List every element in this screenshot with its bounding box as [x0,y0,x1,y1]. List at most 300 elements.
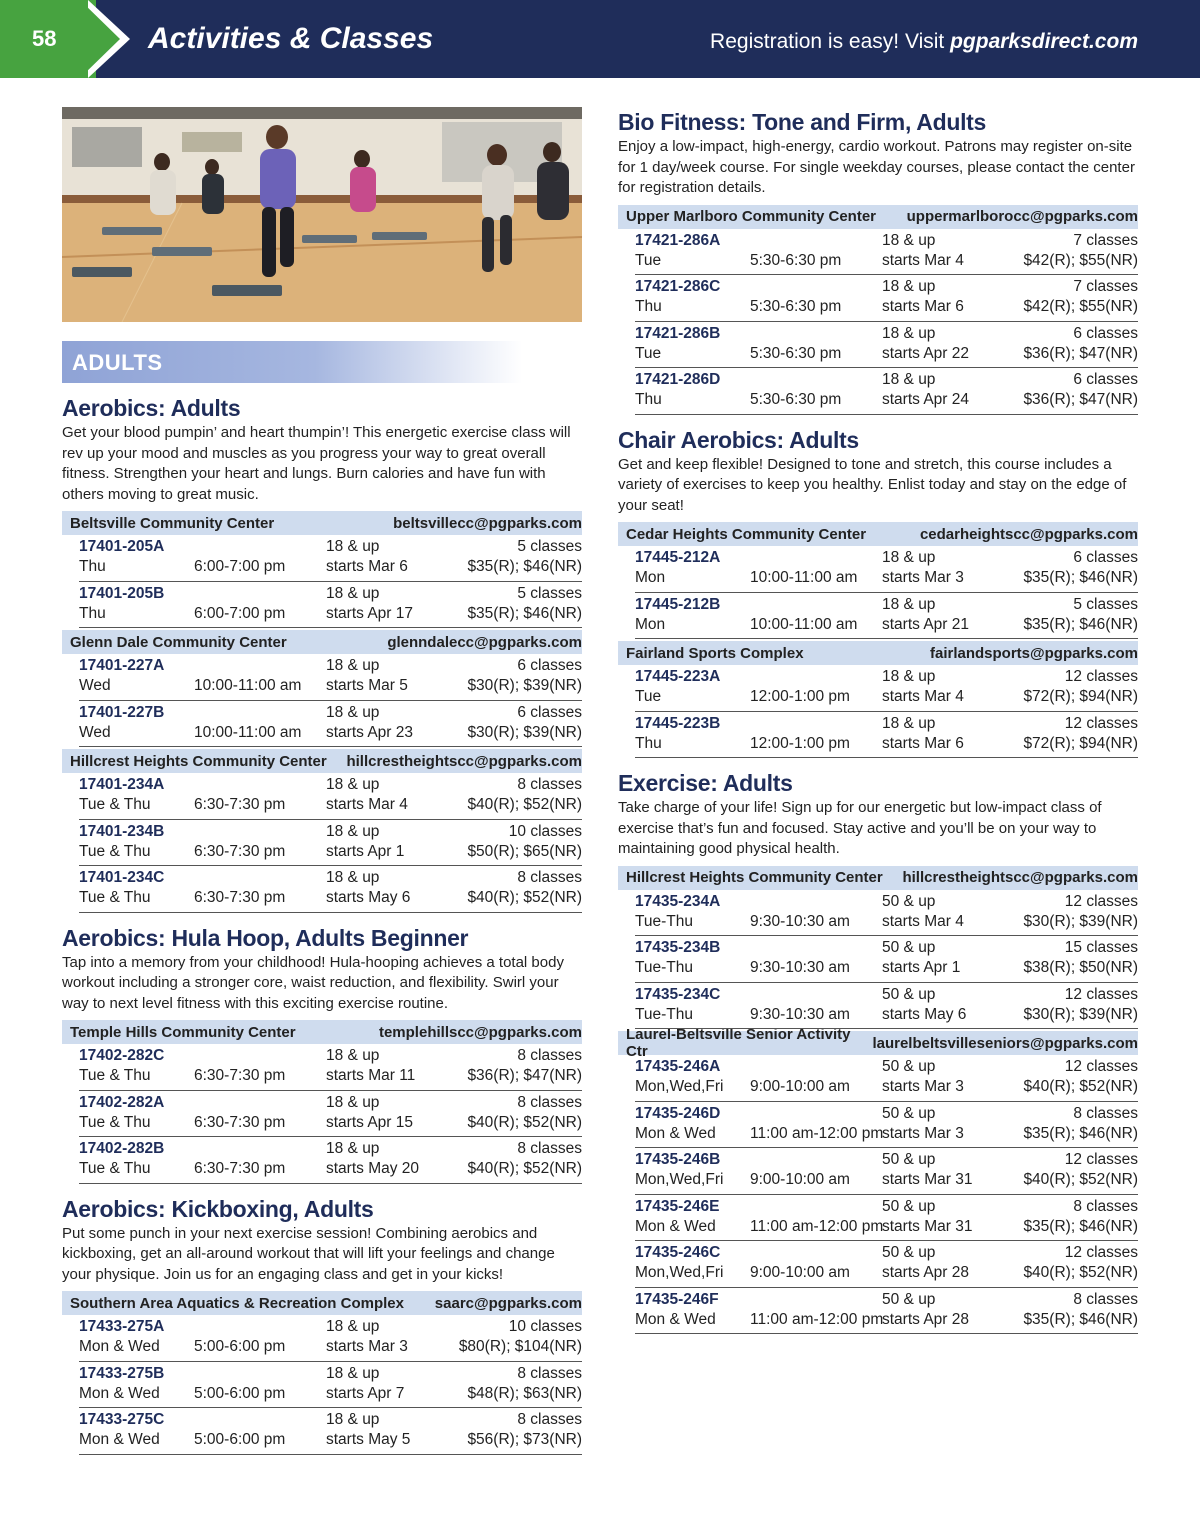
session-age-start [882,892,964,932]
session-classes: 6 classes [1073,371,1138,388]
session-days: Tue [635,688,662,705]
session-code-day [79,775,189,815]
location-email-link[interactable]: glenndalecc@pgparks.com [387,633,582,651]
session-code: 17401-205A [79,538,165,555]
session-code-day [635,1290,745,1330]
session-fee: $35(R); $46(NR) [1023,1124,1138,1142]
session-start: starts Mar 3 [882,1078,964,1095]
session-age-start [882,1057,964,1097]
course-description: Tap into a memory from your childhood! Hula-hooping achieves a total body workout including a stronger core, waist reduction, and flexibility. Swirl your way to next level fitness with this exciting exercise routine. [62,953,564,1012]
session-time: 12:00-1:00 pm [750,688,850,705]
session-days: Tue-Thu [635,959,694,976]
session-code-day [635,1243,745,1283]
location-header [62,1291,582,1315]
session-age-start [882,667,964,707]
session-days: Wed [79,677,111,694]
session-classes-fee [1023,231,1138,271]
section-title: Activities & Classes [148,22,434,55]
session-start: starts Apr 28 [882,1264,970,1281]
session-code-day [79,822,189,862]
session-code: 17433-275B [79,1364,165,1382]
chevron-tab [80,0,120,78]
location-header [62,630,582,654]
session-time: 9:00-10:00 am [750,1171,850,1188]
session-classes-fee [467,1093,582,1133]
session-classes-fee [467,656,582,696]
location-email-link[interactable]: fairlandsports@pgparks.com [929,644,1138,662]
session-age: 50 & up [882,892,936,910]
session-age-start [882,1243,969,1283]
session-age-start [882,985,966,1025]
session-age-start [326,822,404,862]
session-fee: $30(R); $39(NR) [1023,1005,1138,1023]
session-classes-fee [1023,667,1138,707]
session-start: starts Mar 31 [882,1171,973,1188]
session-days: Mon,Wed,Fri [635,1171,724,1188]
session-classes: 6 classes [1073,549,1138,566]
session-age: 18 & up [326,584,380,602]
session-row [635,1148,1138,1195]
session-row [635,712,1138,759]
session-code: 17401-234B [79,822,165,840]
session-days: Tue & Thu [79,842,151,860]
session-age-start [882,324,969,364]
session-start: starts Mar 4 [882,912,964,930]
session-days: Mon & Wed [79,1384,160,1402]
session-code-day [79,1046,189,1086]
session-code-day [635,714,745,754]
session-classes: 8 classes [517,869,582,886]
session-age-start [882,938,960,978]
session-days: Mon & Wed [79,1338,160,1355]
session-time: 5:30-6:30 pm [750,391,842,408]
session-code: 17445-223B [635,714,721,732]
session-code-day [635,595,745,635]
course-title: Chair Aerobics: Adults [618,426,859,453]
session-fee: $50(R); $65(NR) [467,842,582,860]
location-email-link[interactable]: cedarheightscc@pgparks.com [919,525,1138,543]
session-age-start [326,1317,408,1357]
session-days: Mon & Wed [79,1431,160,1448]
session-row [635,1195,1138,1242]
course-block [618,768,1138,1334]
session-age: 18 & up [882,595,936,613]
session-classes: 8 classes [517,1140,582,1157]
session-age: 18 & up [882,549,936,566]
session-fee: $35(R); $46(NR) [1023,1217,1138,1235]
session-days: Tue & Thu [79,796,151,813]
session-time: 9:30-10:30 am [750,912,850,930]
session-days: Tue & Thu [79,1067,151,1084]
location-email-link[interactable]: hillcrestheightscc@pgparks.com [346,752,582,770]
session-code-day [635,277,745,317]
course-block [62,923,582,1184]
session-days: Mon,Wed,Fri [635,1264,724,1281]
session-age: 50 & up [882,939,936,956]
session-classes-fee [1023,548,1138,588]
session-row [635,665,1138,712]
session-start: starts Apr 7 [326,1384,405,1402]
session-days: Thu [635,391,662,408]
session-classes: 6 classes [517,703,582,721]
session-classes: 12 classes [1064,892,1138,910]
session-age-start [882,1104,964,1144]
session-fee: $42(R); $55(NR) [1023,251,1138,269]
location-name: Hillcrest Heights Community Center [626,869,883,886]
session-code: 17401-234A [79,776,165,793]
session-age: 18 & up [326,703,380,721]
session-age-start [326,1139,419,1179]
session-row [79,1315,582,1362]
session-code-day [635,892,745,932]
session-classes-fee [467,1410,582,1450]
session-age: 18 & up [326,1093,380,1111]
session-days: Thu [79,604,106,622]
session-classes-fee [1023,714,1138,754]
session-days: Mon & Wed [635,1310,716,1328]
session-age-start [326,656,408,696]
session-fee: $35(R); $46(NR) [1023,615,1138,633]
session-age: 18 & up [326,1140,380,1157]
session-fee: $40(R); $52(NR) [1023,1264,1138,1281]
session-days: Tue-Thu [635,1005,694,1023]
session-age-start [882,1197,972,1237]
session-classes: 8 classes [517,1364,582,1382]
session-classes-fee [1023,1104,1138,1144]
session-age: 18 & up [326,869,380,886]
location-header [62,511,582,535]
session-age-start [882,277,964,317]
session-code: 17435-246A [635,1058,721,1075]
session-start: starts Apr 22 [882,344,970,362]
session-code-day [79,868,189,908]
session-days: Thu [635,734,662,752]
session-classes: 8 classes [517,1047,582,1064]
session-classes: 8 classes [517,1411,582,1428]
session-code-day [79,537,189,577]
session-start: starts Mar 4 [882,251,964,269]
session-code-day [79,1093,189,1133]
session-classes-fee [467,537,582,577]
registration-link[interactable]: pgparksdirect.com [950,30,1138,53]
session-age: 50 & up [882,1151,936,1168]
session-age-start [326,1093,413,1133]
session-classes: 6 classes [1073,324,1138,342]
session-time: 5:30-6:30 pm [750,251,842,269]
session-time: 6:30-7:30 pm [194,1067,286,1084]
session-classes: 6 classes [517,657,582,674]
course-description: Get and keep flexible! Designed to tone and stretch, this course includes a variety of exercises to keep you healthy. Enlist today and stay on the edge of your seat! [618,455,1127,514]
location-email-link[interactable]: hillcrestheightscc@pgparks.com [902,869,1138,886]
session-classes-fee [467,822,582,862]
session-classes-fee [467,1139,582,1179]
session-time: 10:00-11:00 am [194,723,302,741]
location-email-link[interactable]: laurelbeltsvilleseniors@pgparks.com [872,1034,1138,1052]
course-description: Take charge of your life! Sign up for our energetic but low-impact class of exercise that’s fun and focused. Stay active and you’ll be on your way to maintaining good physical health. [618,799,1102,857]
session-classes-fee [1023,1057,1138,1097]
course-block [62,1194,582,1455]
session-time: 6:30-7:30 pm [194,842,286,860]
course-block [62,393,582,913]
session-age: 50 & up [882,1290,936,1308]
session-start: starts Apr 23 [326,723,414,741]
session-code: 17401-227B [79,703,165,721]
session-classes: 5 classes [517,584,582,602]
session-code: 17435-234A [635,892,721,910]
session-code: 17401-234C [79,869,165,886]
session-age-start [326,703,413,743]
session-fee: $38(R); $50(NR) [1023,959,1138,976]
session-time: 5:30-6:30 pm [750,344,842,362]
session-classes-fee [1023,1290,1138,1330]
session-time: 5:00-6:00 pm [194,1431,286,1448]
fitness-class-photo [62,107,582,322]
session-classes: 8 classes [1073,1197,1138,1215]
session-time: 11:00 am-12:00 pm [750,1124,884,1142]
session-classes: 12 classes [1064,1058,1138,1075]
session-code: 17435-234C [635,985,721,1003]
session-code-day [635,667,745,707]
session-age: 18 & up [326,822,380,840]
session-code: 17433-275C [79,1411,165,1428]
session-age: 50 & up [882,1197,936,1215]
session-code: 17435-246B [635,1151,721,1168]
session-fee: $36(R); $47(NR) [467,1067,582,1084]
session-classes-fee [467,1364,582,1404]
session-age: 18 & up [326,1047,380,1064]
session-fee: $30(R); $39(NR) [467,677,582,694]
session-row [635,546,1138,593]
session-days: Wed [79,723,111,741]
session-fee: $40(R); $52(NR) [467,796,582,813]
location-email-link[interactable]: templehillscc@pgparks.com [378,1023,582,1041]
session-classes: 8 classes [1073,1104,1138,1122]
session-classes-fee [459,1317,582,1357]
session-start: starts May 6 [882,1005,967,1023]
session-age: 50 & up [882,1244,936,1261]
session-classes: 8 classes [517,1093,582,1111]
session-age-start [882,595,969,635]
session-time: 12:00-1:00 pm [750,734,850,752]
session-row [79,701,582,748]
session-code: 17401-227A [79,657,165,674]
session-age: 50 & up [882,985,936,1003]
session-row [79,1091,582,1138]
session-row [79,535,582,582]
course-description: Enjoy a low-impact, high-energy, cardio workout. Patrons may register on-site for 1 day/week course. For single weekday courses, please contact the center for registration details. [618,138,1135,196]
session-classes-fee [1023,1150,1138,1190]
session-time: 6:00-7:00 pm [194,558,286,575]
session-code: 17435-246F [635,1290,719,1308]
session-age: 18 & up [882,324,936,342]
session-start: starts May 20 [326,1160,420,1177]
session-age: 18 & up [326,1318,380,1335]
session-start: starts Mar 6 [326,558,408,575]
session-classes: 7 classes [1073,278,1138,295]
session-time: 6:30-7:30 pm [194,1113,286,1131]
session-row [635,1241,1138,1288]
session-classes: 12 classes [1064,714,1138,732]
session-code: 17435-246D [635,1104,721,1122]
session-row [79,654,582,701]
session-code-day [635,1057,745,1097]
session-classes: 7 classes [1073,231,1138,249]
session-age-start [326,1364,404,1404]
session-age-start [326,1046,415,1086]
session-days: Mon [635,615,666,633]
session-start: starts Mar 3 [882,1124,964,1142]
session-start: starts Apr 21 [882,615,970,633]
session-age: 18 & up [326,538,380,555]
session-classes: 15 classes [1064,939,1138,956]
session-age-start [882,1290,969,1330]
session-code: 17445-223A [635,668,721,685]
session-age: 18 & up [882,278,936,295]
session-days: Mon & Wed [635,1217,716,1235]
session-code: 17402-282A [79,1093,165,1111]
session-classes-fee [1023,324,1138,364]
session-age: 50 & up [882,1104,936,1122]
location-header [618,866,1138,890]
session-classes-fee [1023,595,1138,635]
session-age: 50 & up [882,1058,936,1075]
session-classes: 12 classes [1064,1151,1138,1168]
session-age-start [882,231,964,271]
session-start: starts May 6 [326,889,411,906]
session-row [635,368,1138,415]
session-age-start [882,548,964,588]
session-fee: $30(R); $39(NR) [1023,912,1138,930]
session-classes-fee [1023,1197,1138,1237]
course-title: Aerobics: Kickboxing, Adults [62,1195,374,1222]
session-time: 9:00-10:00 am [750,1078,850,1095]
session-days: Mon [635,569,666,586]
session-fee: $40(R); $52(NR) [467,1160,582,1177]
location-email-link[interactable]: beltsvillecc@pgparks.com [393,514,582,532]
session-classes-fee [467,868,582,908]
session-start: starts Mar 3 [326,1338,408,1355]
course-description: Get your blood pumpin’ and heart thumpin’! This energetic exercise class will rev up your mood and muscles as you progress your way to great overall fitness. Strengthen your heart and lungs. Burn calories and have fun with others moving to great music. [62,424,571,503]
session-fee: $48(R); $63(NR) [467,1384,582,1402]
session-code: 17421-286C [635,278,721,295]
session-code: 17433-275A [79,1318,165,1335]
location-header [618,641,1138,665]
session-code: 17402-282B [79,1140,165,1157]
session-days: Tue & Thu [79,1113,151,1131]
right-column [618,107,1138,1344]
session-fee: $36(R); $47(NR) [1023,391,1138,408]
session-classes: 12 classes [1064,668,1138,685]
session-row [79,1137,582,1184]
session-time: 6:30-7:30 pm [194,1160,286,1177]
registration-prefix: Registration is easy! Visit [710,30,951,53]
session-row [79,866,582,913]
session-age: 18 & up [882,714,936,732]
session-start: starts Mar 11 [326,1067,416,1084]
session-classes: 8 classes [517,776,582,793]
session-code-day [79,1364,189,1404]
session-fee: $72(R); $94(NR) [1023,734,1138,752]
session-code: 17445-212A [635,549,721,566]
session-age-start [882,1150,972,1190]
course-block [618,107,1138,415]
session-code-day [79,656,189,696]
session-time: 6:00-7:00 pm [194,604,286,622]
session-code: 17421-286A [635,231,721,249]
session-age-start [326,584,413,624]
session-code-day [635,370,745,410]
location-email-link[interactable]: uppermarlborocc@pgparks.com [906,208,1138,225]
session-age-start [882,714,964,754]
location-name: Fairland Sports Complex [626,644,804,662]
session-fee: $40(R); $52(NR) [467,1113,582,1131]
session-time: 10:00-11:00 am [750,569,858,586]
session-classes-fee [1023,277,1138,317]
session-time: 9:30-10:30 am [750,1005,850,1023]
session-days: Tue & Thu [79,1160,151,1177]
session-time: 10:00-11:00 am [194,677,302,694]
location-name: Temple Hills Community Center [70,1023,296,1041]
session-row [635,983,1138,1030]
session-start: starts May 5 [326,1431,411,1448]
session-row [635,936,1138,983]
session-age: 18 & up [326,1411,380,1428]
location-name: Glenn Dale Community Center [70,633,287,651]
session-days: Thu [635,298,662,315]
session-days: Mon & Wed [635,1124,716,1142]
session-age: 18 & up [326,657,380,674]
session-classes: 12 classes [1064,985,1138,1003]
session-row [635,322,1138,369]
location-name: Laurel-Beltsville Senior Activity Ctr [626,1026,851,1060]
course-block [618,425,1138,759]
session-classes-fee [1023,938,1138,978]
session-fee: $35(R); $46(NR) [467,558,582,575]
course-title: Exercise: Adults [618,770,793,796]
session-start: starts Mar 31 [882,1217,973,1235]
session-time: 9:30-10:30 am [750,959,850,976]
session-code-day [635,231,745,271]
session-code-day [79,1410,189,1450]
page-header [0,0,1200,78]
session-classes: 8 classes [1073,1290,1138,1308]
location-header [618,522,1138,546]
location-email-link[interactable]: saarc@pgparks.com [434,1294,582,1312]
session-code-day [635,938,745,978]
session-code-day [635,548,745,588]
session-code: 17401-205B [79,584,165,602]
session-start: starts Mar 4 [882,688,964,705]
location-name: Southern Area Aquatics & Recreation Complex [70,1294,404,1312]
session-code: 17421-286B [635,324,721,342]
session-code: 17435-246E [635,1197,720,1215]
session-age: 18 & up [882,371,936,388]
location-header [62,749,582,773]
left-column [62,393,582,1465]
session-fee: $72(R); $94(NR) [1023,688,1138,705]
session-fee: $40(R); $52(NR) [1023,1078,1138,1095]
session-row [635,1288,1138,1335]
session-row [79,820,582,867]
adults-banner-label: ADULTS [72,350,163,375]
session-code: 17435-246C [635,1244,721,1261]
session-classes: 5 classes [517,538,582,555]
course-description: Put some punch in your next exercise session! Combining aerobics and kickboxing, get an all-around workout that will lift your feelings and change your physique. Join us for an engaging class and get in your kicks! [62,1224,555,1283]
location-header [618,205,1138,229]
session-code-day [79,1317,189,1357]
session-start: starts Apr 17 [326,604,414,622]
session-code-day [635,1104,745,1144]
